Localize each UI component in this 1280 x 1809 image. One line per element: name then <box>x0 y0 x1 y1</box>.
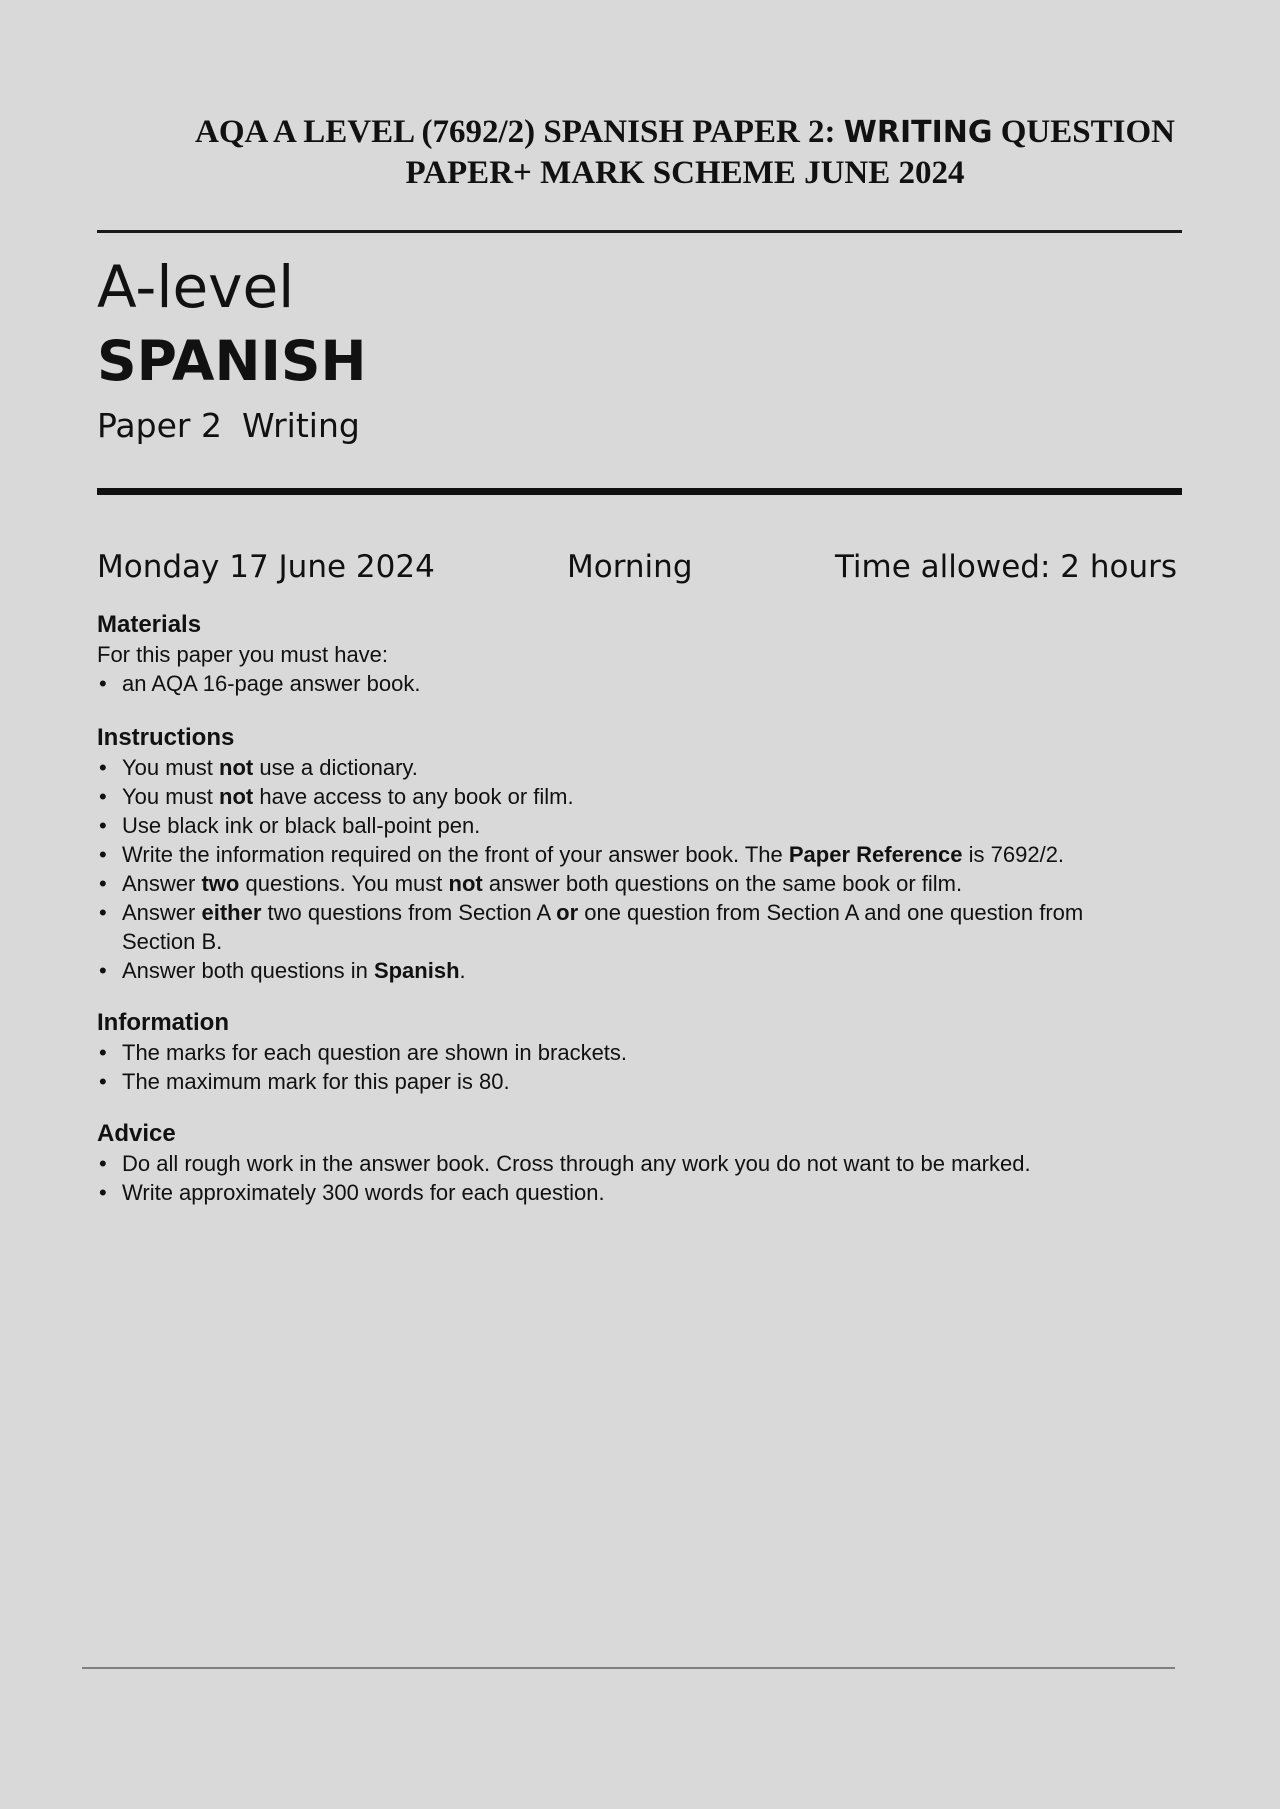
subject-title: SPANISH <box>97 329 367 393</box>
qualification-level: A-level <box>97 253 295 321</box>
document-title-line-2: PAPER+ MARK SCHEME JUNE 2024 <box>405 155 965 191</box>
information-section <box>97 1008 1187 1096</box>
paper-label <box>97 404 360 448</box>
list-item: • Answer either two questions from Section A or one question from Section A and one question from Section B. <box>97 898 1132 956</box>
list-item: • You must not use a dictionary. <box>97 753 1187 782</box>
time-allowed: Time allowed: 2 hours <box>834 549 1177 585</box>
information-list <box>97 1038 1187 1096</box>
title-suffix: QUESTION <box>992 114 1175 150</box>
footer-divider <box>82 1667 1175 1669</box>
exam-date: Monday 17 June 2024 <box>97 549 435 585</box>
title-emphasis: WRITING <box>843 115 993 150</box>
list-item: • Use black ink or black ball-point pen. <box>97 811 1187 840</box>
instructions-list <box>97 753 1187 985</box>
advice-list <box>97 1149 1187 1207</box>
document-title-line-1 <box>150 112 1220 153</box>
materials-intro: For this paper you must have: <box>97 642 389 667</box>
materials-list <box>97 669 1187 698</box>
exam-date-row <box>97 545 1177 589</box>
paper-number: Paper 2 <box>97 406 222 445</box>
list-item: • Answer both questions in Spanish. <box>97 956 1187 985</box>
instructions-heading: Instructions <box>97 724 235 751</box>
list-item: • The maximum mark for this paper is 80. <box>97 1067 1187 1096</box>
list-item: • Do all rough work in the answer book. Cross through any work you do not want to be marked. <box>97 1149 1187 1178</box>
list-item: • You must not have access to any book or film. <box>97 782 1187 811</box>
paper-name: Writing <box>241 406 360 445</box>
document-title <box>150 112 1220 193</box>
advice-heading: Advice <box>97 1120 176 1147</box>
instructions-section <box>97 723 1187 985</box>
list-item: • The marks for each question are shown in brackets. <box>97 1038 1187 1067</box>
list-item: • an AQA 16-page answer book. <box>97 669 1187 698</box>
advice-section <box>97 1119 1187 1207</box>
cover-divider <box>97 488 1182 495</box>
materials-heading: Materials <box>97 611 202 638</box>
materials-section <box>97 610 1187 698</box>
list-item: • Answer two questions. You must not answer both questions on the same book or film. <box>97 869 1187 898</box>
title-prefix: AQA A LEVEL (7692/2) SPANISH PAPER 2: <box>195 114 844 150</box>
exam-session: Morning <box>567 549 693 585</box>
header-divider <box>97 230 1182 233</box>
information-heading: Information <box>97 1009 229 1036</box>
list-item: • Write approximately 300 words for each question. <box>97 1178 1187 1207</box>
list-item: • Write the information required on the front of your answer book. The Paper Reference is 7692/2. <box>97 840 1187 869</box>
